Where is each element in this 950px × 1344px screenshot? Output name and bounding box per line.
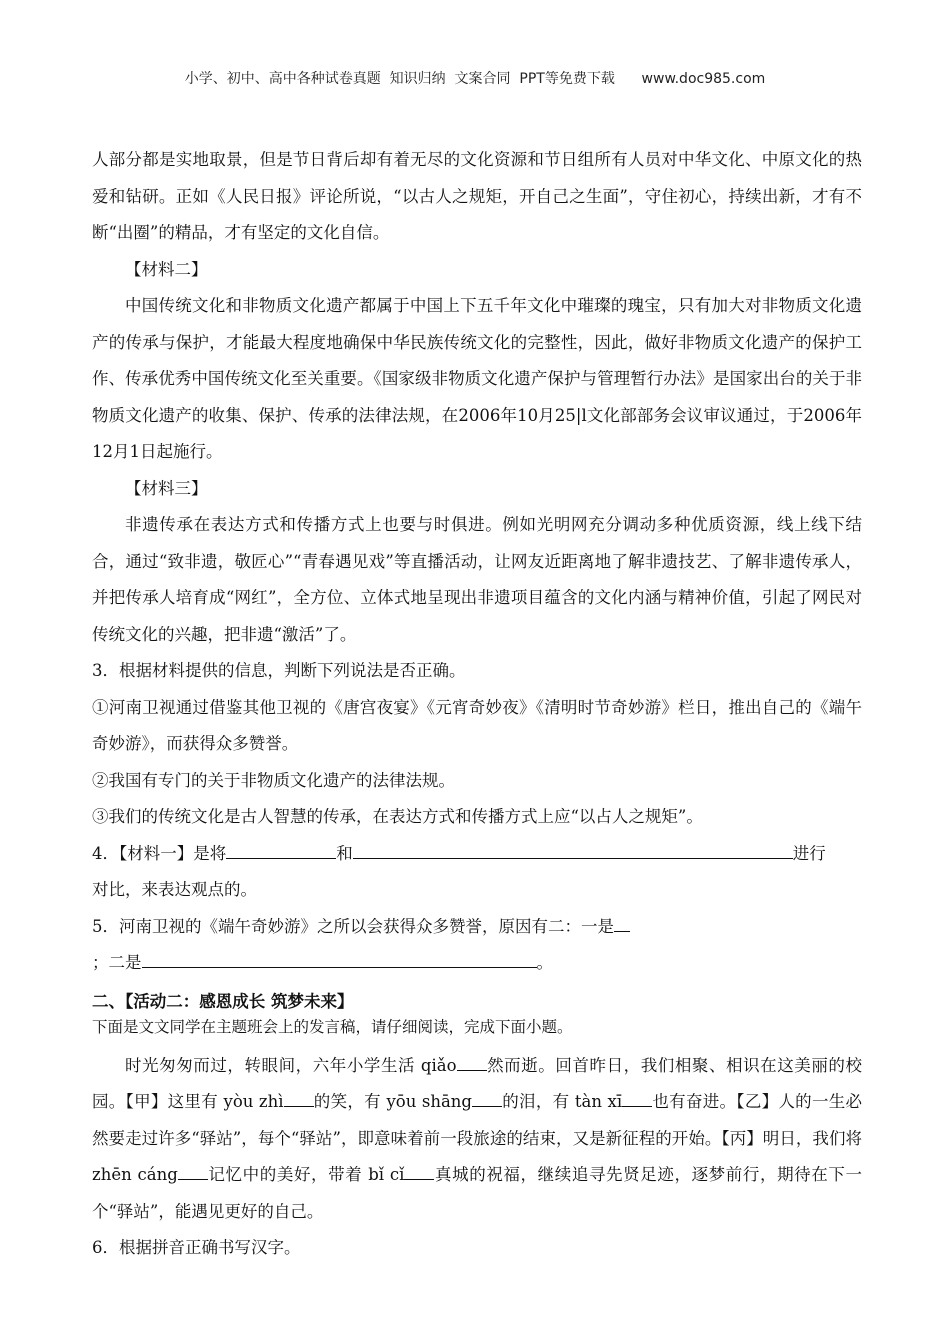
q5-blank-2[interactable] [142,949,537,968]
q4-part4: 对比，来表达观点的。 [92,880,257,899]
q5 [92,909,862,982]
q3-item-1: ①河南卫视通过借鉴其他卫视的《唐宫夜宴》《元宵奇妙夜》《清明时节奇妙游》栏日，推出自己的《端午奇妙游》，而获得众多赞誉。 [92,697,862,753]
pinyin-blank-4[interactable] [622,1090,652,1107]
q3-item-3: ③我们的传统文化是古人智慧的传承，在表达方式和传播方式上应“以占人之规矩”。 [92,807,703,826]
section2-title: 二、【活动二：感恩成长 筑梦未来】 [92,991,354,1011]
speech-paragraph [92,1048,862,1231]
pinyin-blank-2[interactable] [284,1090,314,1107]
section2-intro: 下面是文文同学在主题班会上的发言稿，请仔细阅读，完成下面小题。 [92,1017,573,1036]
q4-blank-2[interactable] [353,840,793,859]
q5-blank-1[interactable] [614,913,630,932]
speech-s1: 时光匆匆而过，转眼间，六年小学生活 qiǎo [125,1055,457,1075]
q5-part2: ；二是 [92,953,142,972]
pinyin-blank-3[interactable] [472,1090,502,1107]
material3-label: 【材料三】 [125,478,208,498]
speech-s6: 记忆中的美好，带着 bǐ cǐ [207,1165,405,1184]
q4-part3: 进行 [792,843,826,863]
q6-stem: 6．根据拼音正确书写汉字。 [92,1238,301,1257]
q4 [92,836,862,909]
document-body [92,142,862,1267]
material3-text: 非遗传承在表达方式和传播方式上也要与时俱进。例如光明网充分调动多种优质资源，线上线下结合，通过“致非遗，敬匠心”“青春遇见戏”等直播活动，让网友近距离地了解非遗技艺、了解非遗传承人，并把传承人培育成“网红”，全方位、立体式地呈现出非遗项目蕴含的文化内涵与精神价值，引起了网民对传统文化的兴趣，把非遗“激活”了。 [92,515,862,644]
speech-s4: 的泪，有 tàn xī [501,1092,623,1111]
material2-text: 中国传统文化和非物质文化遗产都属于中国上下五千年文化中璀璨的瑰宝，只有加大对非物质文化遗产的传承与保护，才能最大程度地确保中华民族传统文化的完整性，因此，做好非物质文化遗产的保护工作、传承优秀中国传统文化至关重要。《国家级非物质文化遗产保护与管理暂行办法》是国家出台的关于非物质文化遗产的收集、保护、传承的法律法规，在2006年10月25|l文化部部务会议审议通过，于2006年12月1日起施行。 [92,296,862,461]
speech-s5: 也有奋进。【乙】人的一生必然要走过许多“驿站”，每个“驿站”，即意味着前一段旅途的结束，又是新征程的开始。【丙】明日，我们将 zhēn cáng [92,1092,863,1184]
pinyin-blank-5[interactable] [178,1163,208,1180]
material2-label: 【材料二】 [125,259,208,279]
q4-part2: 和 [336,843,353,863]
speech-s3: 的笑，有 yōu shāng [313,1092,472,1111]
q5-part3: 。 [536,953,553,972]
pinyin-blank-6[interactable] [404,1163,434,1180]
q3-stem: 3．根据材料提供的信息，判断下列说法是否正确。 [92,661,466,680]
q5-part1: 5．河南卫视的《端午奇妙游》之所以会获得众多赞誉，原因有二：一是 [92,916,614,936]
speech-s2: 然而逝。回首昨日，我们相聚、相识在这美丽的校园。【甲】这里有 yòu zhì [92,1055,862,1111]
q3-item-2: ②我国有专门的关于非物质文化遗产的法律法规。 [92,770,455,790]
q4-part1: 4．【材料一】是将 [92,843,227,863]
material1-tail: 人部分都是实地取景，但是节日背后却有着无尽的文化资源和节日组所有人员对中华文化、中原文化的热爱和钻研。正如《人民日报》评论所说，“以古人之规矩，开自己之生面”，守住初心，持续出新，才有不断“出圈”的精品，才有坚定的文化自信。 [92,150,862,242]
q4-blank-1[interactable] [226,840,336,859]
page-header: 小学、初中、高中各种试卷真题 知识归纳 文案合同 PPT等免费下载 www.doc985.com [184,71,766,87]
speech-s7: 真城的祝福，继续追寻先贤足迹，逐梦前行，期待在下一个“驿站”，能遇见更好的自己。 [92,1165,862,1221]
pinyin-blank-1[interactable] [457,1054,487,1071]
